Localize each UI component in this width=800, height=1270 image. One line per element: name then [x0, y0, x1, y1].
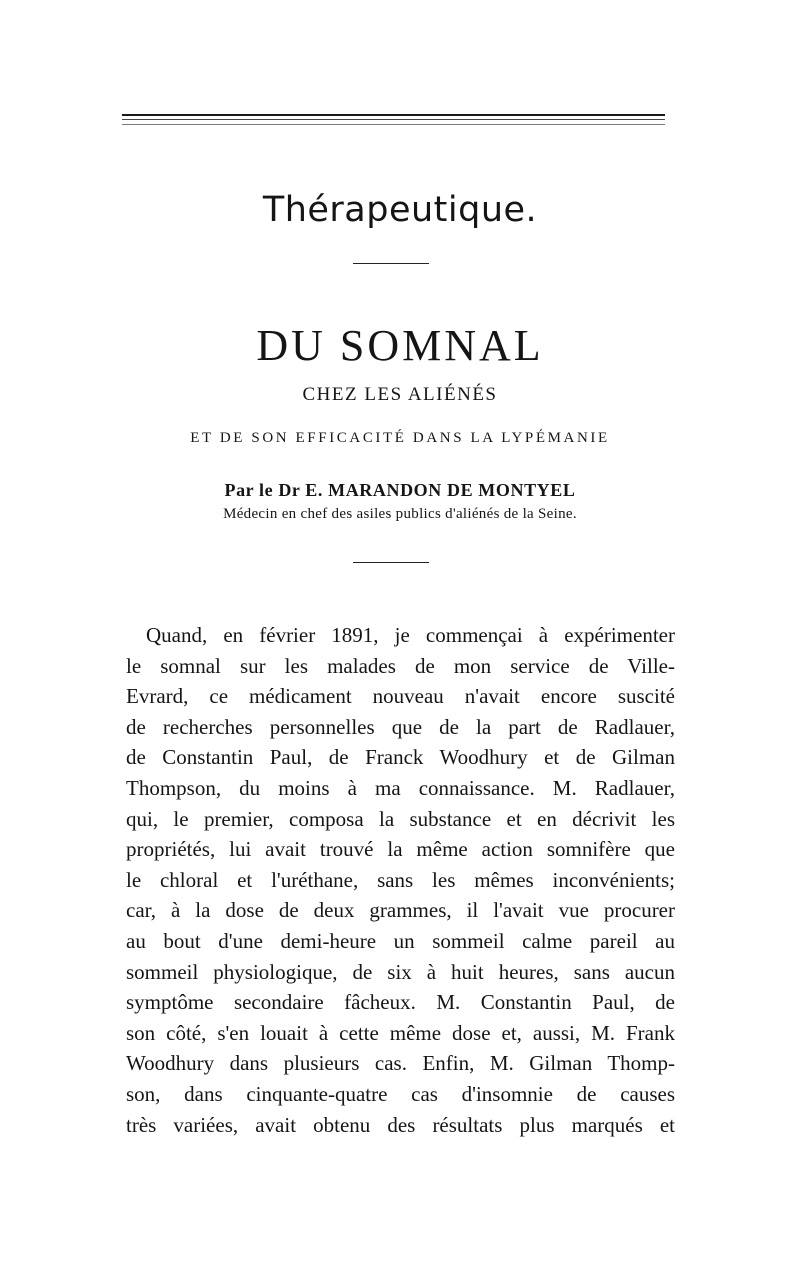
- text-line: son, dans cinquante-quatre cas d'insomnie de causes: [126, 1081, 675, 1106]
- text-line: Quand, en février 1891, je commençai à expérimenter: [146, 623, 675, 647]
- text-line: Evrard, ce médicament nouveau n'avait encore suscité: [126, 684, 675, 709]
- top-rule: [122, 114, 665, 116]
- text-line: très variées, avait obtenu des résultats plus marqués et: [126, 1112, 675, 1137]
- text-line: au bout d'une demi-heure un sommeil calme pareil au: [126, 928, 675, 953]
- text-line: son côté, s'en louait à cette même dose et, aussi, M. Frank: [126, 1020, 675, 1045]
- article-subtitle-secondary: ET DE SON EFFICACITÉ DANS LA LYPÉMANIE: [190, 430, 610, 446]
- text-line: symptôme secondaire fâcheux. M. Constantin Paul, de: [126, 990, 675, 1015]
- text-line: sommeil physiologique, de six à huit heures, sans aucun: [126, 959, 675, 984]
- author-byline: Par le Dr E. MARANDON DE MONTYEL: [224, 480, 576, 500]
- text-line: Woodhury dans plusieurs cas. Enfin, M. Gilman Thomp-: [126, 1051, 675, 1076]
- article-title: DU SOMNAL: [256, 321, 544, 370]
- author-affiliation: Médecin en chef des asiles publics d'aliénés de la Seine.: [223, 506, 577, 522]
- top-rule: [122, 124, 665, 125]
- text-line: de Constantin Paul, de Franck Woodhury et de Gilman: [126, 745, 675, 770]
- text-line: propriétés, lui avait trouvé la même action somnifère que: [126, 837, 675, 862]
- divider: [353, 263, 429, 264]
- article-subtitle: CHEZ LES ALIÉNÉS: [302, 384, 498, 405]
- section-heading: Thérapeutique.: [262, 190, 538, 230]
- top-rule: [122, 119, 665, 120]
- body-paragraph: [126, 620, 675, 1140]
- divider: [353, 562, 429, 563]
- text-line: Thompson, du moins à ma connaissance. M. Radlauer,: [126, 775, 675, 800]
- text-line: car, à la dose de deux grammes, il l'avait vue procurer: [126, 898, 675, 923]
- text-line: de recherches personnelles que de la part de Radlauer,: [126, 714, 675, 739]
- text-line: le somnal sur les malades de mon service de Ville-: [126, 653, 675, 678]
- text-line: qui, le premier, composa la substance et en décrivit les: [126, 806, 675, 831]
- text-line: le chloral et l'uréthane, sans les mêmes inconvénients;: [126, 867, 675, 892]
